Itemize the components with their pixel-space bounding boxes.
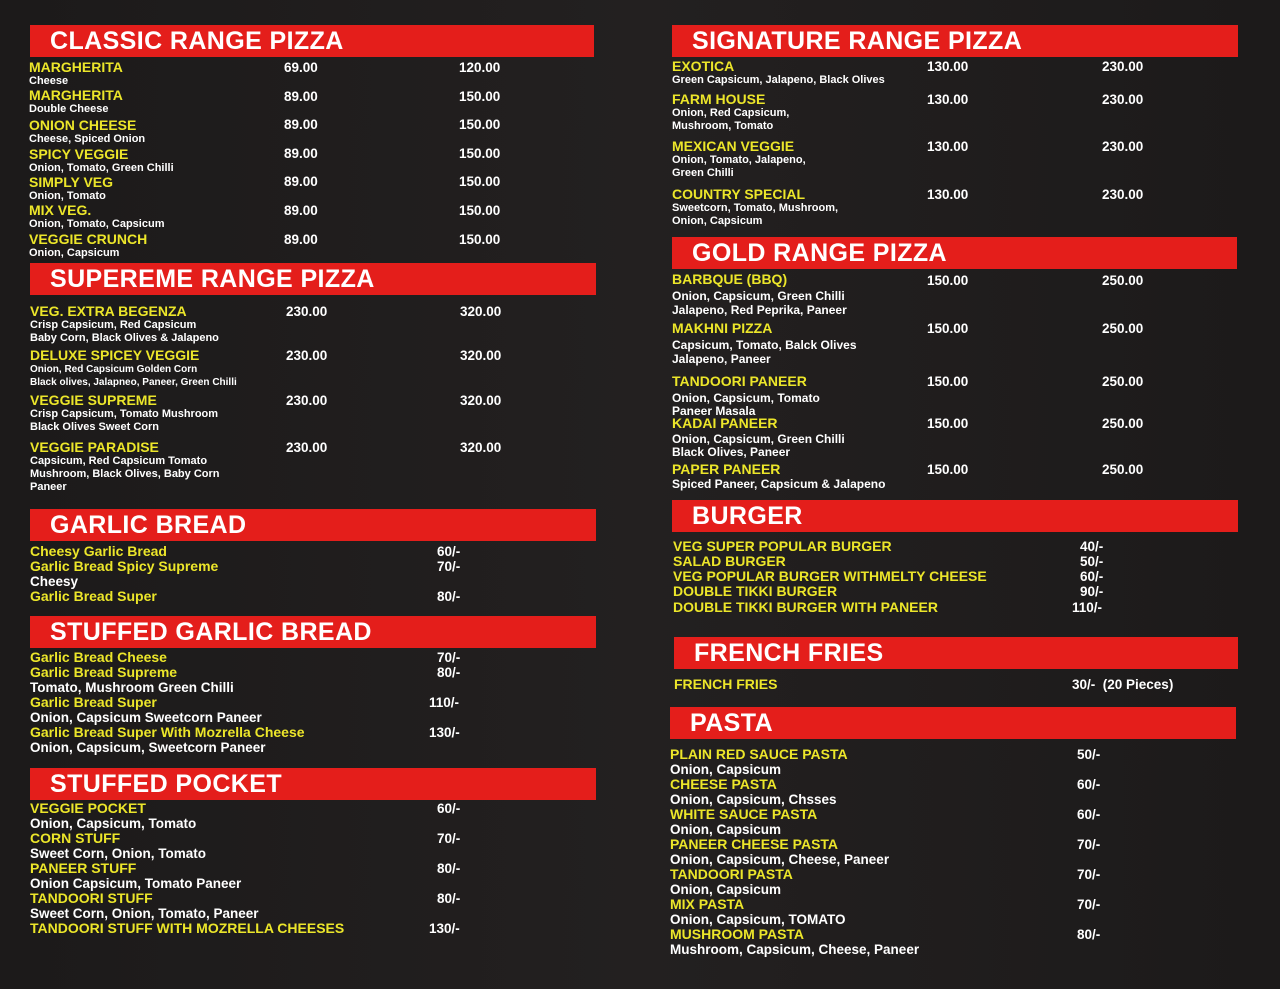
item-desc: Cheese (29, 75, 69, 87)
item-name: SIMPLY VEG (29, 174, 114, 190)
item-desc: Paneer (30, 481, 67, 493)
item-price-small: 230.00 (286, 304, 328, 319)
item-name: WHITE SAUCE PASTA (670, 806, 818, 822)
item-price-large: 320.00 (460, 348, 502, 363)
item-desc: Jalapeno, Red Peprika, Paneer (672, 303, 847, 317)
item-name: FARM HOUSE (672, 91, 766, 107)
item-price-small: 130.00 (927, 187, 969, 202)
classic-range-header: CLASSIC RANGE PIZZA (30, 25, 594, 57)
item-desc: Onion, Tomato, Green Chilli (29, 162, 174, 174)
item-name: CHEESE PASTA (670, 776, 777, 792)
item-desc: Cheese, Spiced Onion (29, 133, 146, 145)
item-name: VEG POPULAR BURGER WITHMELTY CHEESE (673, 568, 987, 584)
item-price: 60/- (437, 801, 461, 816)
item-name: SALAD BURGER (673, 553, 786, 569)
item-price: 110/- (1072, 600, 1103, 615)
menu-item (30, 695, 262, 725)
item-name: VEGGIE CRUNCH (29, 231, 148, 247)
menu-item (30, 544, 167, 559)
item-price-small: 150.00 (927, 321, 969, 336)
item-name: Garlic Bread Super (30, 694, 157, 710)
item-price-small: 89.00 (284, 232, 318, 247)
menu-item (670, 897, 846, 927)
menu-item (673, 584, 837, 599)
menu-item (672, 139, 806, 180)
menu-item (30, 348, 237, 389)
pasta-header: PASTA (670, 707, 1236, 739)
menu-item (672, 416, 845, 459)
item-price-small: 130.00 (927, 92, 969, 107)
item-desc: Cheesy (30, 574, 79, 589)
item-price-large: 230.00 (1102, 59, 1144, 74)
item-desc: Crisp Capsicum, Red Capsicum (30, 319, 197, 331)
item-name: MAKHNI PIZZA (672, 320, 773, 336)
menu-item (672, 374, 820, 417)
menu-item (30, 801, 196, 831)
item-name: EXOTICA (672, 58, 735, 74)
item-price-small: 150.00 (927, 374, 969, 389)
item-price: 30/- (20 Pieces) (1072, 677, 1174, 692)
french-fries-header: FRENCH FRIES (674, 637, 1238, 669)
item-price-large: 230.00 (1102, 92, 1144, 107)
garlic-bread-header: GARLIC BREAD (30, 509, 596, 541)
item-price: 70/- (437, 650, 461, 665)
item-price: 60/- (1080, 569, 1104, 584)
item-name: FRENCH FRIES (674, 676, 778, 692)
item-desc: Mushroom, Black Olives, Baby Corn (30, 468, 220, 480)
item-price-large: 150.00 (459, 203, 501, 218)
item-price-large: 250.00 (1102, 416, 1144, 431)
item-desc: Onion, Capsicum, Tomato (672, 391, 820, 405)
item-price-large: 250.00 (1102, 273, 1144, 288)
item-price-small: 89.00 (284, 117, 318, 132)
item-price: 80/- (437, 589, 461, 604)
menu-item (30, 559, 218, 589)
menu-item (670, 867, 793, 897)
item-name: VEGGIE PARADISE (30, 439, 159, 455)
menu-item (670, 927, 919, 957)
menu-item (30, 589, 157, 604)
item-desc: Onion, Tomato, Jalapeno, (672, 154, 806, 166)
menu-item (673, 569, 987, 584)
menu-item (30, 861, 241, 891)
item-desc: Spiced Paneer, Capsicum & Jalapeno (672, 477, 886, 491)
menu-item (674, 677, 777, 692)
item-price-small: 230.00 (286, 393, 328, 408)
menu-item (670, 807, 817, 837)
item-price: 60/- (437, 544, 461, 559)
item-name: ONION CHEESE (29, 117, 137, 133)
menu-item (30, 304, 219, 345)
item-price: 70/- (1077, 867, 1101, 882)
item-price-small: 150.00 (927, 462, 969, 477)
menu-item (29, 147, 174, 175)
item-desc: Tomato, Mushroom Green Chilli (30, 680, 234, 695)
item-price-large: 250.00 (1102, 462, 1144, 477)
item-price: 50/- (1077, 747, 1101, 762)
item-price: 70/- (437, 559, 461, 574)
menu-item (29, 118, 145, 146)
item-desc: Onion, Red Capsicum, (672, 107, 790, 119)
menu-item (30, 831, 206, 861)
item-price-large: 250.00 (1102, 321, 1144, 336)
item-price-small: 89.00 (284, 89, 318, 104)
item-name: PANEER STUFF (30, 860, 137, 876)
item-desc: Onion, Capsicum, Sweetcorn Paneer (30, 740, 266, 755)
stuffed-garlic-bread-header: STUFFED GARLIC BREAD (30, 616, 596, 648)
item-price-large: 250.00 (1102, 374, 1144, 389)
menu-item (672, 187, 838, 228)
item-price-large: 150.00 (459, 117, 501, 132)
burger-header: BURGER (672, 500, 1238, 532)
item-name: SPICY VEGGIE (29, 146, 129, 162)
item-desc: Onion, Capsicum (670, 822, 782, 837)
item-name: MARGHERITA (29, 59, 123, 75)
item-name: PLAIN RED SAUCE PASTA (670, 746, 848, 762)
item-desc: Paneer Masala (672, 404, 756, 418)
menu-item (30, 891, 259, 921)
menu-item (29, 232, 147, 260)
item-name: DELUXE SPICEY VEGGIE (30, 347, 200, 363)
item-desc: Onion, Capsicum (672, 215, 763, 227)
item-desc: Baby Corn, Black Olives & Jalapeno (30, 332, 219, 344)
item-name: DOUBLE TIKKI BURGER (673, 583, 838, 599)
item-desc: Mushroom, Capsicum, Cheese, Paneer (670, 942, 920, 957)
item-price: 70/- (1077, 837, 1101, 852)
item-price: 60/- (1077, 777, 1101, 792)
item-name: VEG. EXTRA BEGENZA (30, 303, 187, 319)
item-name: PAPER PANEER (672, 461, 781, 477)
menu-item (30, 725, 305, 755)
item-desc: Sweetcorn, Tomato, Mushroom, (672, 202, 839, 214)
item-desc: Onion, Red Capsicum Golden Corn (30, 364, 198, 375)
item-name: TANDOORI STUFF (30, 890, 153, 906)
menu-item (29, 203, 164, 231)
item-price-small: 69.00 (284, 60, 318, 75)
item-price-small: 130.00 (927, 59, 969, 74)
item-name: TANDOORI PANEER (672, 373, 807, 389)
item-price: 70/- (437, 831, 461, 846)
item-price-large: 230.00 (1102, 187, 1144, 202)
menu-item (670, 747, 848, 777)
item-name: MEXICAN VEGGIE (672, 138, 795, 154)
item-price: 130/- (429, 725, 460, 740)
item-name: VEG SUPER POPULAR BURGER (673, 538, 892, 554)
item-desc: Onion, Capsicum, TOMATO (670, 912, 846, 927)
item-price-small: 230.00 (286, 348, 328, 363)
item-desc: Onion, Capsicum, Tomato (30, 816, 197, 831)
item-name: KADAI PANEER (672, 415, 778, 431)
item-desc: Black Olives Sweet Corn (30, 421, 159, 433)
item-price-small: 150.00 (927, 416, 969, 431)
item-name: TANDOORI STUFF WITH MOZRELLA CHEESES (30, 920, 345, 936)
menu-item (673, 554, 786, 569)
menu-item (672, 59, 885, 87)
item-desc: Onion, Capsicum, Chsses (670, 792, 837, 807)
item-name: VEGGIE POCKET (30, 800, 146, 816)
gold-range-header: GOLD RANGE PIZZA (672, 237, 1237, 269)
item-desc: Black olives, Jalapneo, Paneer, Green Chilli (30, 377, 237, 388)
menu-item (29, 60, 123, 88)
item-price: 60/- (1077, 807, 1101, 822)
item-price: 110/- (429, 695, 460, 710)
item-name: CORN STUFF (30, 830, 121, 846)
menu-item (30, 650, 167, 665)
menu-item (30, 440, 220, 494)
item-desc: Onion, Capsicum, Green Chilli (672, 432, 845, 446)
item-name: MUSHROOM PASTA (670, 926, 805, 942)
stuffed-pocket-header: STUFFED POCKET (30, 768, 596, 800)
item-price-large: 320.00 (460, 440, 502, 455)
item-desc: Green Chilli (672, 167, 734, 179)
supreme-range-header: SUPEREME RANGE PIZZA (30, 263, 596, 295)
item-desc: Onion, Tomato, Capsicum (29, 218, 165, 230)
menu-item (672, 272, 847, 317)
item-name: TANDOORI PASTA (670, 866, 793, 882)
item-price-small: 89.00 (284, 174, 318, 189)
item-desc: Onion, Capsicum (670, 882, 782, 897)
item-desc: Mushroom, Tomato (672, 120, 774, 132)
item-price-large: 230.00 (1102, 139, 1144, 154)
item-name: MIX PASTA (670, 896, 745, 912)
item-price-small: 230.00 (286, 440, 328, 455)
item-desc: Onion, Capsicum Sweetcorn Paneer (30, 710, 262, 725)
item-price-large: 150.00 (459, 89, 501, 104)
item-name: COUNTRY SPECIAL (672, 186, 806, 202)
item-desc: Jalapeno, Paneer (672, 352, 771, 366)
item-desc: Black Olives, Paneer (672, 445, 791, 459)
item-desc: Sweet Corn, Onion, Tomato (30, 846, 207, 861)
item-name: Garlic Bread Supreme (30, 664, 178, 680)
item-desc: Onion Capsicum, Tomato Paneer (30, 876, 242, 891)
item-desc: Capsicum, Red Capsicum Tomato (30, 455, 208, 467)
item-desc: Onion, Capsicum, Cheese, Paneer (670, 852, 890, 867)
menu-item (672, 462, 885, 491)
item-name: Garlic Bread Cheese (30, 649, 167, 665)
menu-item (673, 539, 892, 554)
item-price: 70/- (1077, 897, 1101, 912)
item-price: 80/- (437, 861, 461, 876)
item-price-large: 150.00 (459, 174, 501, 189)
menu-item (670, 777, 837, 807)
item-price-large: 320.00 (460, 393, 502, 408)
item-desc: Capsicum, Tomato, Balck Olives (672, 338, 857, 352)
menu-item (672, 321, 857, 366)
item-name: MIX VEG. (29, 202, 92, 218)
item-desc: Sweet Corn, Onion, Tomato, Paneer (30, 906, 259, 921)
item-desc: Onion, Capsicum (670, 762, 782, 777)
item-price: 80/- (437, 891, 461, 906)
item-name: BARBQUE (BBQ) (672, 271, 788, 287)
menu-item (29, 175, 113, 203)
menu-item (30, 393, 218, 434)
item-price: 80/- (437, 665, 461, 680)
item-desc: Crisp Capsicum, Tomato Mushroom (30, 408, 219, 420)
item-price-large: 120.00 (459, 60, 501, 75)
item-desc: Onion, Tomato (29, 190, 106, 202)
item-price-large: 150.00 (459, 146, 501, 161)
item-price: 130/- (429, 921, 460, 936)
item-price-small: 130.00 (927, 139, 969, 154)
menu-item (30, 665, 234, 695)
item-desc: Onion, Capsicum, Green Chilli (672, 289, 845, 303)
item-name: DOUBLE TIKKI BURGER WITH PANEER (673, 599, 938, 615)
item-price-large: 150.00 (459, 232, 501, 247)
signature-range-header: SIGNATURE RANGE PIZZA (672, 25, 1238, 57)
item-name: Garlic Bread Super With Mozrella Cheese (30, 724, 305, 740)
item-price-small: 89.00 (284, 203, 318, 218)
item-price-small: 150.00 (927, 273, 969, 288)
item-name: PANEER CHEESE PASTA (670, 836, 839, 852)
item-name: Cheesy Garlic Bread (30, 543, 167, 559)
menu-item (29, 88, 123, 116)
menu-item (670, 837, 889, 867)
item-desc: Green Capsicum, Jalapeno, Black Olives (672, 74, 885, 86)
menu-item (673, 600, 938, 615)
item-price: 40/- (1080, 539, 1104, 554)
item-price-small: 89.00 (284, 146, 318, 161)
item-price: 80/- (1077, 927, 1101, 942)
menu-item (672, 92, 789, 133)
item-price: 90/- (1080, 584, 1104, 599)
item-desc: Double Cheese (29, 103, 109, 115)
menu-item (30, 921, 344, 936)
item-desc: Onion, Capsicum (29, 247, 120, 259)
item-name: Garlic Bread Spicy Supreme (30, 558, 219, 574)
item-name: VEGGIE SUPREME (30, 392, 157, 408)
item-price-large: 320.00 (460, 304, 502, 319)
item-price: 50/- (1080, 554, 1104, 569)
item-name: Garlic Bread Super (30, 588, 157, 604)
item-name: MARGHERITA (29, 87, 123, 103)
